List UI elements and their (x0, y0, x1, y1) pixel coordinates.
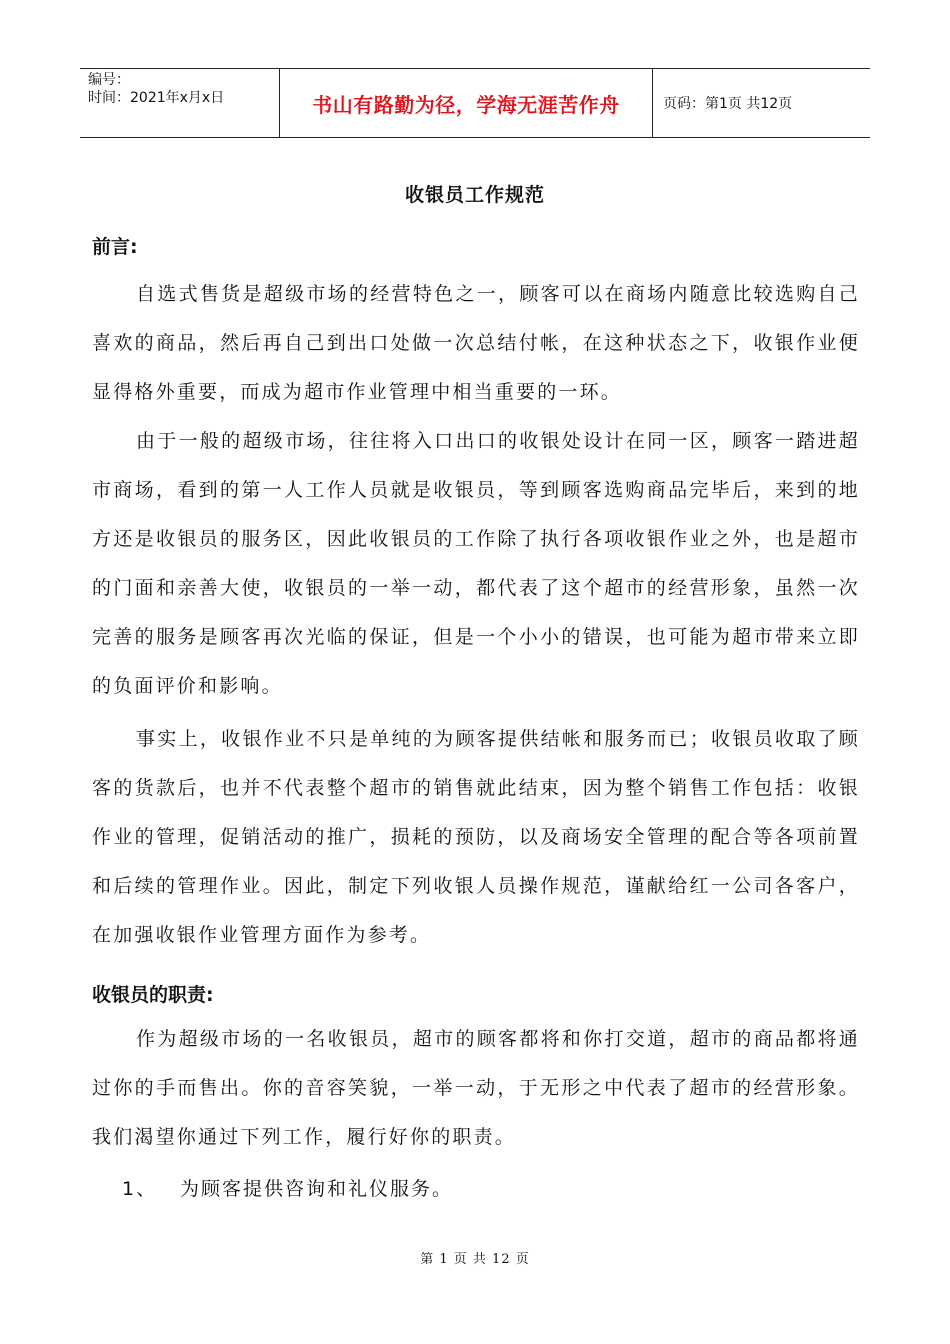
header-meta-cell (80, 69, 280, 137)
preface-paragraph-2: 由于一般的超级市场，往往将入口出口的收银处设计在同一区，顾客一踏进超市商场，看到的第一人工作人员就是收银员，等到顾客选购商品完毕后，来到的地方还是收银员的服务区，因此收银员的工作除了执行各项收银作业之外，也是超市的门面和亲善大使，收银员的一举一动，都代表了这个超市的经营形象，虽然一次完善的服务是顾客再次光临的保证，但是一个小小的错误，也可能为超市带来立即的负面评价和影响。 (92, 430, 860, 697)
header-code-label: 编号： (88, 72, 130, 88)
header-page-cell (653, 69, 870, 137)
header-date-label: 时间：2021年x月x日 (88, 90, 225, 106)
duty-paragraph-1: 作为超级市场的一名收银员，超市的顾客都将和你打交道，超市的商品都将通过你的手而售出。你的音容笑貌，一举一动，于无形之中代表了超市的经营形象。我们渴望你通过下列工作，履行好你的职责。 (92, 1028, 860, 1148)
preface-paragraph-1: 自选式售货是超级市场的经营特色之一，顾客可以在商场内随意比较选购自己喜欢的商品，然后再自己到出口处做一次总结付帐，在这种状态之下，收银作业便显得格外重要，而成为超市作业管理中相当重要的一环。 (92, 283, 860, 403)
header-motto-cell (280, 69, 653, 137)
duty-heading: 收银员的职责: (92, 984, 214, 1006)
duty-list-item-1 (122, 1174, 453, 1201)
preface-heading: 前言: (92, 236, 138, 258)
list-item-number: 1、 (122, 1178, 158, 1200)
header-motto: 书山有路勤为径，学海无涯苦作舟 (312, 92, 620, 117)
document-title: 收银员工作规范 (404, 184, 545, 206)
page-footer: 第 1 页 共 12 页 (420, 1252, 530, 1267)
preface-paragraph-3: 事实上，收银作业不只是单纯的为顾客提供结帐和服务而已；收银员收取了顾客的货款后，也并不代表整个超市的销售就此结束，因为整个销售工作包括：收银作业的管理，促销活动的推广，损耗的预防，以及商场安全管理的配合等各项前置和后续的管理作业。因此，制定下列收银人员操作规范，谨献给红一公司各客户，在加强收银作业管理方面作为参考。 (92, 728, 860, 946)
list-item-text: 为顾客提供咨询和礼仪服务。 (180, 1178, 454, 1200)
header-page-info: 页码：第1页 共12页 (663, 96, 793, 112)
header-table (80, 68, 870, 138)
